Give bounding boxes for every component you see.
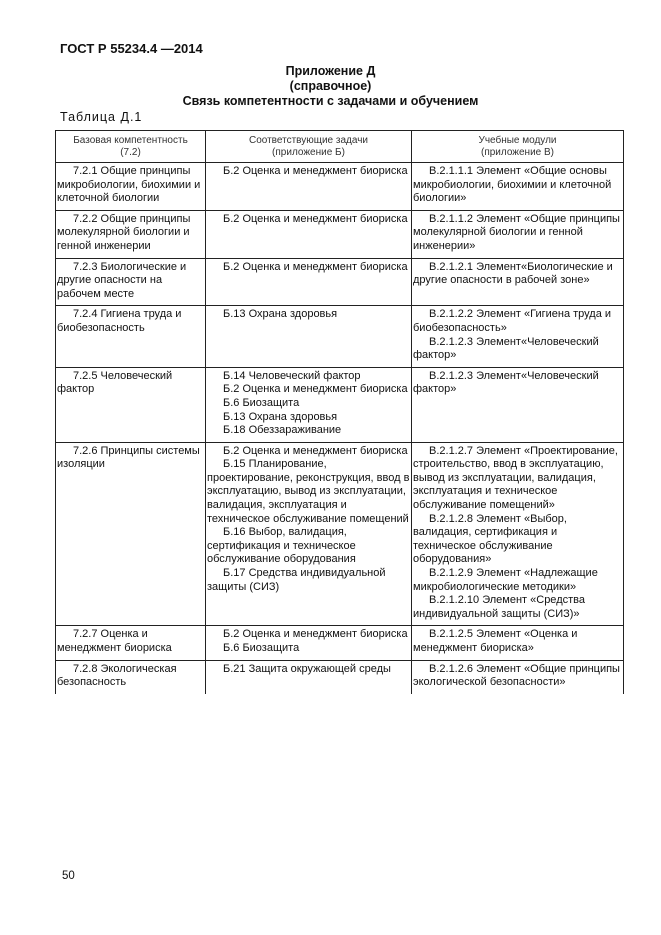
cell-tasks: Б.2 Оценка и менеджмент биориска	[206, 258, 412, 306]
cell-modules: В.2.1.2.3 Элемент«Человеческий фактор»	[412, 367, 624, 442]
table-row	[56, 258, 624, 306]
column-header-modules: Учебные модули (приложение В)	[412, 131, 624, 163]
cell-competence: 7.2.4 Гигиена труда и биобезопасность	[56, 306, 206, 367]
appendix-title: Приложение Д	[285, 64, 376, 78]
cell-modules: В.2.1.1.1 Элемент «Общие основы микробиологии, биохимии и клеточной биологии»	[412, 163, 624, 211]
table-row	[56, 660, 624, 694]
cell-modules: В.2.1.2.1 Элемент«Биологические и другие опасности в рабочей зоне»	[412, 258, 624, 306]
cell-competence: 7.2.2 Общие принципы молекулярной биологии и генной инженерии	[56, 210, 206, 258]
cell-tasks: Б.2 Оценка и менеджмент биориска	[206, 163, 412, 211]
table-header-row	[56, 131, 624, 163]
competence-table	[55, 130, 624, 694]
table-label: Таблица Д.1	[60, 110, 143, 124]
cell-tasks: Б.21 Защита окружающей среды	[206, 660, 412, 694]
cell-competence: 7.2.7 Оценка и менеджмент биориска	[56, 626, 206, 660]
appendix-heading: Связь компетентности с задачами и обучением	[182, 94, 479, 108]
cell-competence: 7.2.6 Принципы системы изоляции	[56, 442, 206, 626]
cell-competence: 7.2.8 Экологическая безопасность	[56, 660, 206, 694]
cell-competence: 7.2.5 Человеческий фактор	[56, 367, 206, 442]
appendix-status: (справочное)	[289, 79, 372, 93]
table-row	[56, 626, 624, 660]
cell-modules: В.2.1.1.2 Элемент «Общие принципы молекулярной биологии и генной инженерии»	[412, 210, 624, 258]
table-row	[56, 210, 624, 258]
cell-tasks: Б.2 Оценка и менеджмент биориска	[206, 210, 412, 258]
page-number: 50	[62, 870, 75, 882]
table-row	[56, 442, 624, 626]
cell-modules: В.2.1.2.2 Элемент «Гигиена труда и биобезопасность» В.2.1.2.3 Элемент«Человеческий фактор»	[412, 306, 624, 367]
document-header: ГОСТ Р 55234.4 —2014	[60, 41, 203, 56]
cell-tasks: Б.13 Охрана здоровья	[206, 306, 412, 367]
cell-modules: В.2.1.2.7 Элемент «Проектирование, строительство, ввод в эксплуатацию, вывод из эксплуатации, валидация, эксплуатация и техническое обслуживание помещений» В.2.1.2.8 Элемент «Выбор, валидация, сертификация и техническое обслуживание оборудования» В.2.1.2.9 Элемент «Надлежащие микробиологические методики» В.2.1.2.10 Элемент «Средства индивидуальной защиты (СИЗ)»	[412, 442, 624, 626]
table-row	[56, 306, 624, 367]
table-row	[56, 367, 624, 442]
cell-competence: 7.2.3 Биологические и другие опасности на рабочем месте	[56, 258, 206, 306]
cell-competence: 7.2.1 Общие принципы микробиологии, биохимии и клеточной биологии	[56, 163, 206, 211]
cell-tasks: Б.14 Человеческий фактор Б.2 Оценка и менеджмент биориска Б.6 Биозащита Б.13 Охрана здоровья Б.18 Обеззараживание	[206, 367, 412, 442]
column-header-tasks: Соответствующие задачи (приложение Б)	[206, 131, 412, 163]
cell-tasks: Б.2 Оценка и менеджмент биориска Б.15 Планирование, проектирование, реконструкция, ввод в эксплуатацию, вывод из эксплуатации, валидация, эксплуатация и техническое обслуживание помещений Б.16 Выбор, валидация, сертификация и техническое обслуживание оборудования Б.17 Средства индивидуальной защиты (СИЗ)	[206, 442, 412, 626]
column-header-competence: Базовая компетентность (7.2)	[56, 131, 206, 163]
cell-tasks: Б.2 Оценка и менеджмент биориска Б.6 Биозащита	[206, 626, 412, 660]
table-row	[56, 163, 624, 211]
cell-modules: В.2.1.2.6 Элемент «Общие принципы экологической безопасности»	[412, 660, 624, 694]
cell-modules: В.2.1.2.5 Элемент «Оценка и менеджмент биориска»	[412, 626, 624, 660]
